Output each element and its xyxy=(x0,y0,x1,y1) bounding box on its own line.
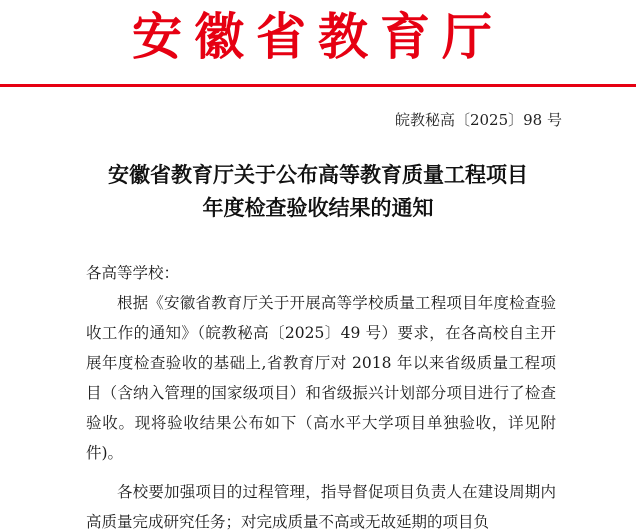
document-number: 皖教秘高〔2025〕98 号 xyxy=(394,111,562,129)
masthead-divider xyxy=(0,84,636,87)
document-body xyxy=(86,258,556,530)
document-title-line-2: 年度检查验收结果的通知 xyxy=(202,195,434,220)
document-title xyxy=(0,158,636,224)
body-paragraph-1: 根据《安徽省教育厅关于开展高等学校质量工程项目年度检查验收工作的通知》（皖教秘高〔2025〕49 号）要求，在各高校自主开展年度检查验收的基础上,省教育厅对 2018 年以来省级质量工程项目（含纳入管理的国家级项目）和省级振兴计划部分项目进行了检查验收。现将验收结果公布如下（高水平大学项目单独验收，详见附件)。 xyxy=(86,294,556,462)
body-paragraph-2: 各校要加强项目的过程管理，指导督促项目负责人在建设周期内高质量完成研究任务；对完成质量不高或无故延期的项目负 xyxy=(86,483,556,530)
salutation: 各高等学校： xyxy=(86,264,180,282)
document-title-line-1: 安徽省教育厅关于公布高等教育质量工程项目 xyxy=(108,162,528,187)
masthead-title: 安徽省教育厅 xyxy=(132,7,504,66)
